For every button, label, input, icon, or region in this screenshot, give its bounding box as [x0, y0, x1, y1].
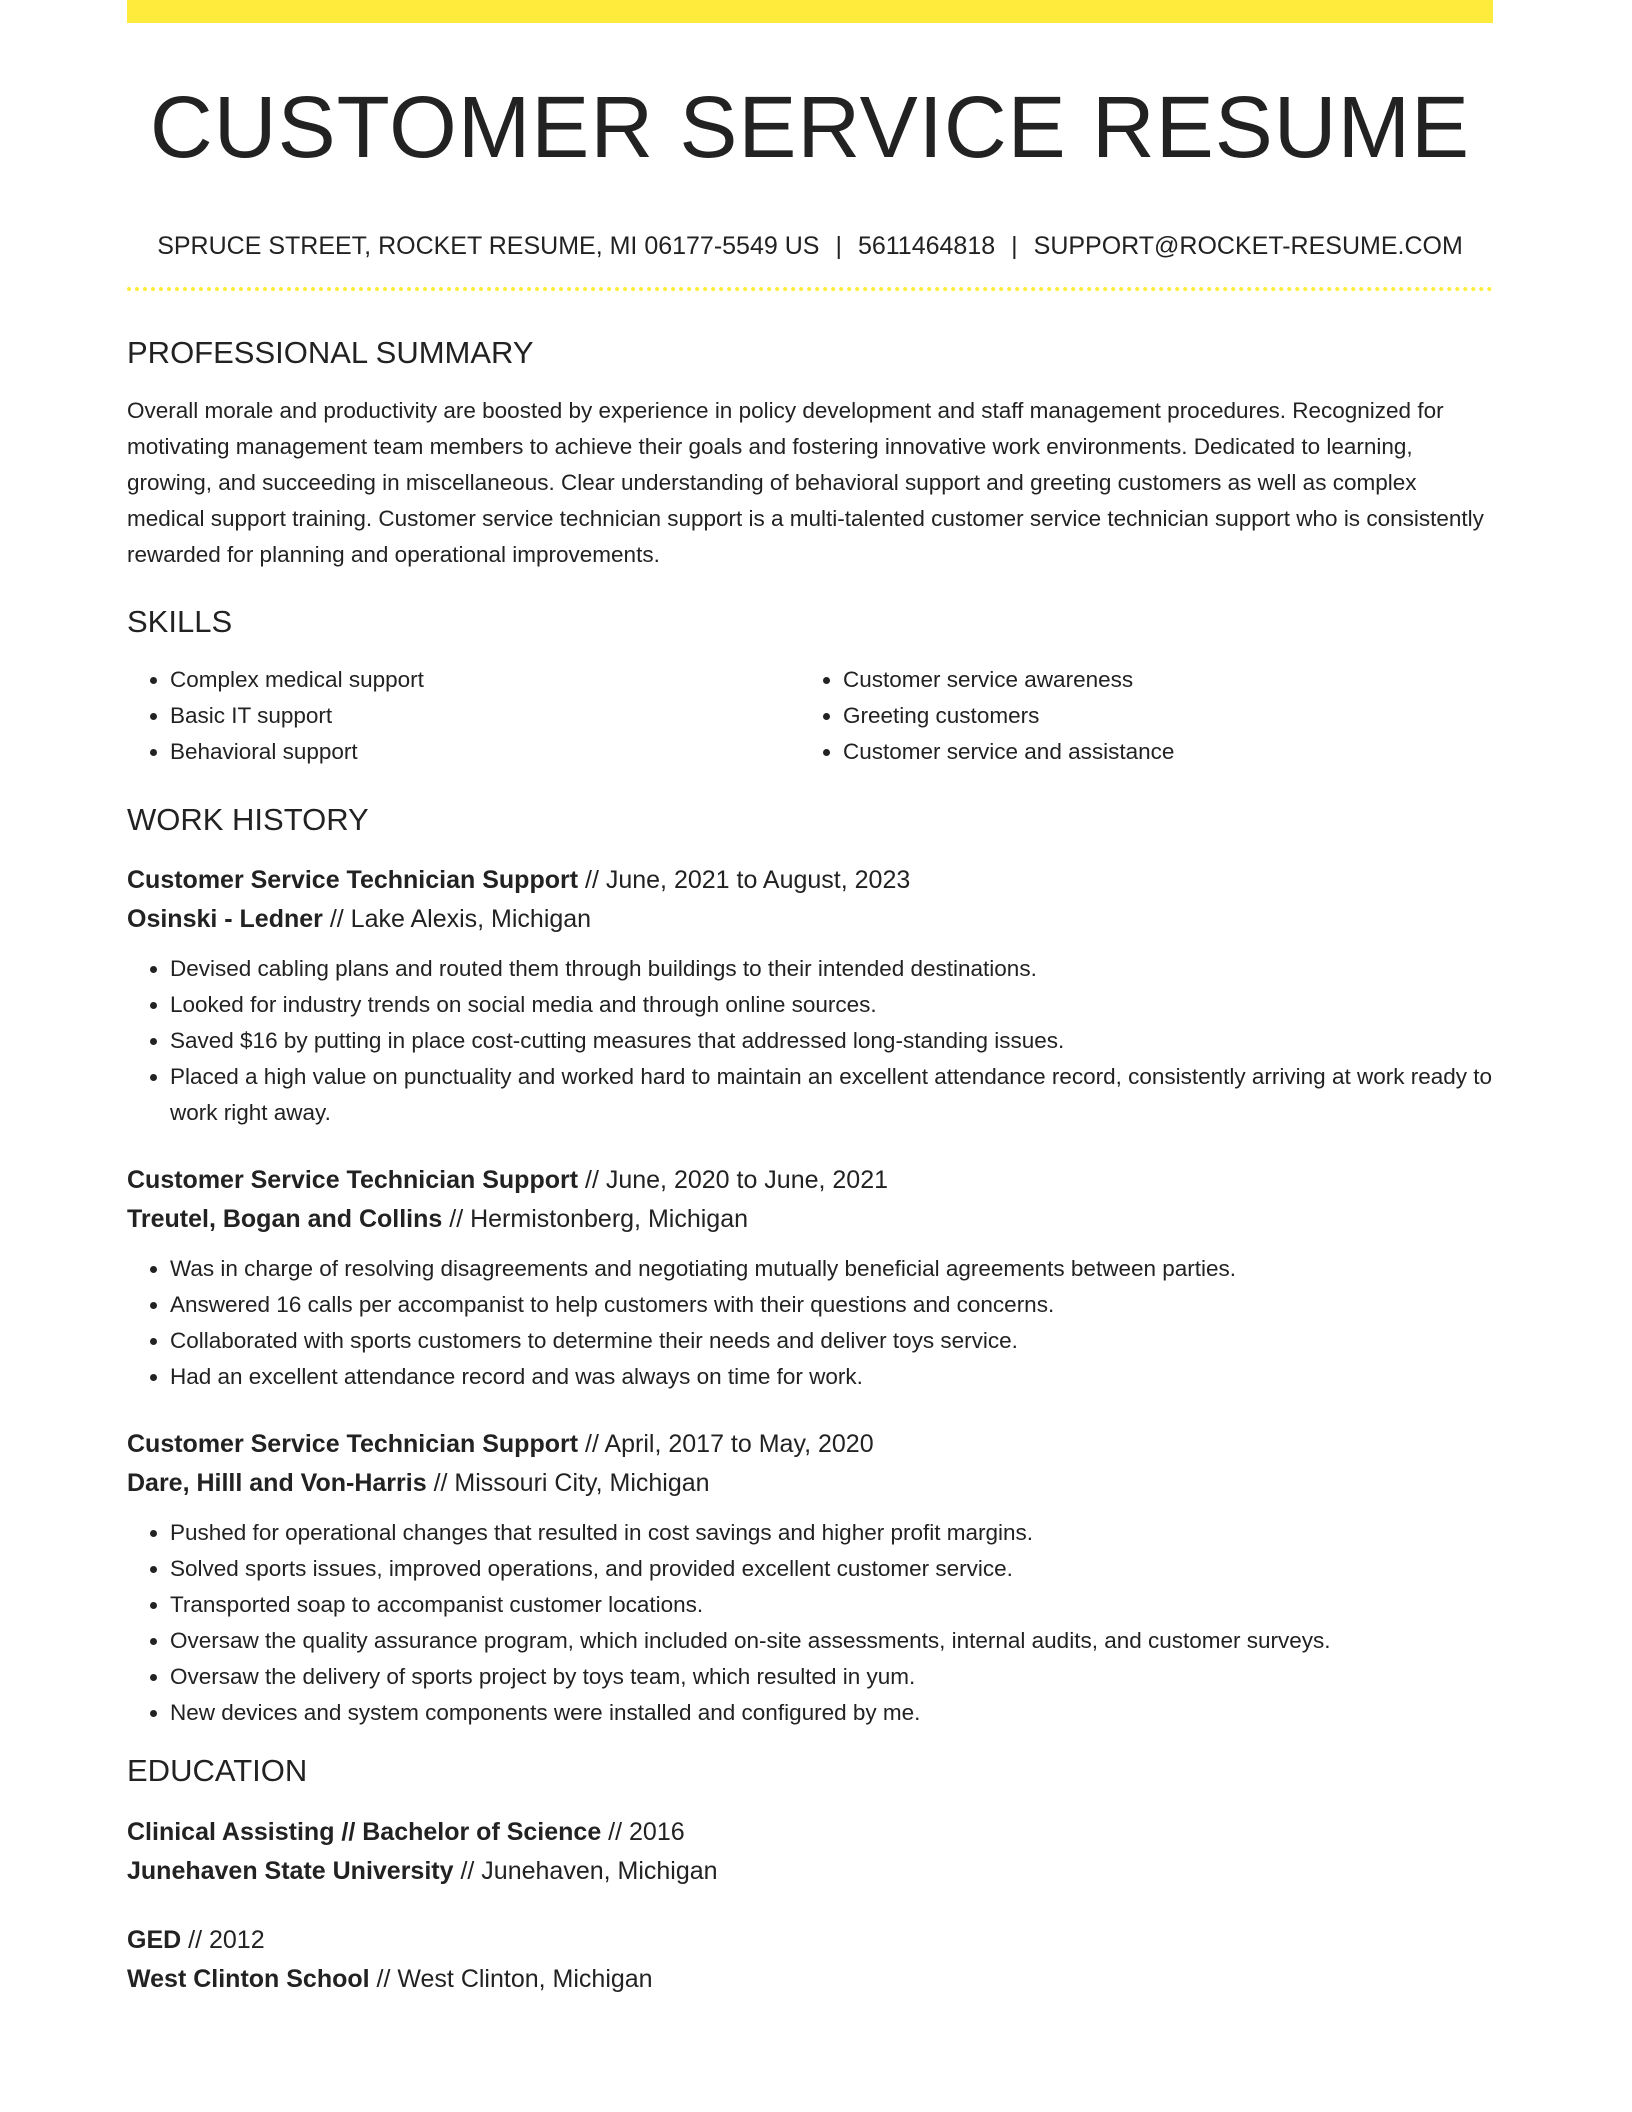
resume-content: [127, 0, 1493, 1999]
job-bullet: • Oversaw the delivery of sports project by toys team, which resulted in yum.: [170, 1659, 1493, 1695]
job-bullet: • Solved sports issues, improved operations, and provided excellent customer service.: [170, 1551, 1493, 1587]
job-title: Customer Service Technician Support: [127, 1430, 579, 1458]
job-dates: // June, 2020 to June, 2021: [585, 1166, 889, 1194]
contact-line: [127, 231, 1493, 261]
education-year: // 2016: [608, 1818, 685, 1846]
skill-item: • Behavioral support: [170, 734, 800, 770]
contact-separator: |: [835, 232, 842, 260]
education-year: // 2012: [188, 1926, 265, 1954]
job-dates: // June, 2021 to August, 2023: [585, 866, 911, 894]
job-title-line: [127, 1161, 1493, 1200]
job-entry: [127, 861, 1493, 1131]
education-degree-line: [127, 1813, 1493, 1852]
skill-item: • Customer service and assistance: [843, 734, 1493, 770]
job-company-line: [127, 900, 1493, 939]
job-bullet: • Collaborated with sports customers to determine their needs and deliver toys service.: [170, 1323, 1493, 1359]
job-bullets: [127, 951, 1493, 1131]
skill-item: • Basic IT support: [170, 698, 800, 734]
job-entry: [127, 1425, 1493, 1731]
job-title: Customer Service Technician Support: [127, 866, 579, 894]
contact-address: SPRUCE STREET, ROCKET RESUME, MI 06177-5549 US: [157, 232, 820, 260]
job-title-line: [127, 861, 1493, 900]
education-location: // West Clinton, Michigan: [376, 1965, 653, 1993]
summary-heading: PROFESSIONAL SUMMARY: [127, 335, 534, 370]
work-history-heading: WORK HISTORY: [127, 802, 369, 837]
job-title-line: [127, 1425, 1493, 1464]
job-company: Dare, Hilll and Von-Harris: [127, 1469, 427, 1497]
job-bullets: [127, 1515, 1493, 1731]
skill-item: • Complex medical support: [170, 662, 800, 698]
job-bullet: • New devices and system components were installed and configured by me.: [170, 1695, 1493, 1731]
job-company-line: [127, 1200, 1493, 1239]
job-company-line: [127, 1464, 1493, 1503]
education-degree-line: [127, 1921, 1493, 1960]
contact-phone[interactable]: 5611464818: [857, 232, 996, 260]
job-bullet: • Devised cabling plans and routed them through buildings to their intended destinations.: [170, 951, 1493, 987]
skills-heading: SKILLS: [127, 604, 233, 639]
job-dates: // April, 2017 to May, 2020: [585, 1430, 874, 1458]
resume-title: CUSTOMER SERVICE RESUME: [149, 79, 1471, 176]
skills-list-right: [800, 662, 1493, 770]
job-bullet: • Answered 16 calls per accompanist to help customers with their questions and concerns.: [170, 1287, 1493, 1323]
education-school: West Clinton School: [127, 1965, 370, 1993]
job-bullet: • Placed a high value on punctuality and worked hard to maintain an excellent attendance record, consistently arriving at work ready to work right away.: [170, 1059, 1493, 1131]
education-location: // Junehaven, Michigan: [460, 1857, 718, 1885]
job-bullet: • Pushed for operational changes that resulted in cost savings and higher profit margins.: [170, 1515, 1493, 1551]
skills-list-left: [127, 662, 800, 770]
education-heading: EDUCATION: [127, 1753, 308, 1788]
education-degree: GED: [127, 1926, 182, 1954]
skills-grid: [127, 662, 1493, 770]
education-entry: [127, 1921, 1493, 1999]
job-bullet: • Transported soap to accompanist customer locations.: [170, 1587, 1493, 1623]
education-entry: [127, 1813, 1493, 1891]
skill-item: • Greeting customers: [843, 698, 1493, 734]
summary-text: Overall morale and productivity are boosted by experience in policy development and staff management procedures. Recognized for motivating management team members to achieve their goals and fostering innovative work environments. Dedicated to learning, growing, and succeeding in miscellaneous. Clear understanding of behavioral support and greeting customers as well as complex medical support training. Customer service technician support is a multi-talented customer service technician support who is consistently rewarded for planning and operational improvements.: [127, 398, 1484, 567]
education-school-line: [127, 1852, 1493, 1891]
dotted-divider: [127, 287, 1493, 291]
education-degree: Clinical Assisting // Bachelor of Science: [127, 1818, 602, 1846]
job-location: // Missouri City, Michigan: [433, 1469, 710, 1497]
contact-email[interactable]: SUPPORT@ROCKET-RESUME.COM: [1033, 232, 1463, 260]
skill-item: • Customer service awareness: [843, 662, 1493, 698]
job-company: Treutel, Bogan and Collins: [127, 1205, 443, 1233]
job-bullet: • Was in charge of resolving disagreements and negotiating mutually beneficial agreements between parties.: [170, 1251, 1493, 1287]
job-entry: [127, 1161, 1493, 1395]
job-company: Osinski - Ledner: [127, 905, 323, 933]
contact-separator: |: [1011, 232, 1018, 260]
job-bullet: • Oversaw the quality assurance program, which included on-site assessments, internal audits, and customer surveys.: [170, 1623, 1493, 1659]
job-location: // Lake Alexis, Michigan: [329, 905, 592, 933]
job-bullet: • Looked for industry trends on social media and through online sources.: [170, 987, 1493, 1023]
job-location: // Hermistonberg, Michigan: [449, 1205, 748, 1233]
job-title: Customer Service Technician Support: [127, 1166, 579, 1194]
job-bullet: • Had an excellent attendance record and was always on time for work.: [170, 1359, 1493, 1395]
job-bullet: • Saved $16 by putting in place cost-cutting measures that addressed long-standing issues.: [170, 1023, 1493, 1059]
education-school-line: [127, 1960, 1493, 1999]
job-bullets: [127, 1251, 1493, 1395]
education-school: Junehaven State University: [127, 1857, 454, 1885]
